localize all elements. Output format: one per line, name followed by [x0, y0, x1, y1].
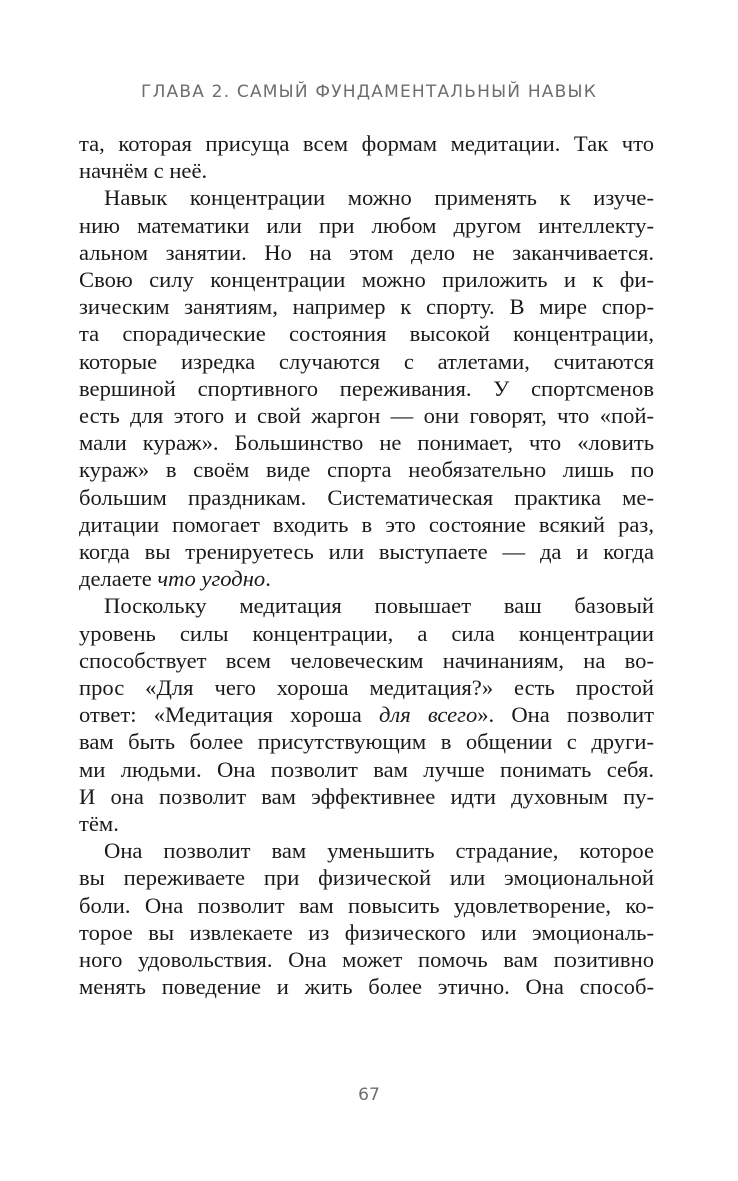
text-line: кураж» в своём виде спорта необязательно лишь по [79, 457, 654, 483]
body-text [79, 130, 654, 1001]
text-line: есть для этого и свой жаргон — они говорят, что «пой- [79, 403, 654, 429]
text-line: нию математики или при любом другом интеллекту- [79, 212, 654, 238]
text-line: та спорадические состояния высокой концентрации, [79, 321, 654, 347]
paragraph-4 [79, 837, 654, 1000]
text-line: альном занятии. Но на этом дело не заканчивается. [79, 239, 654, 265]
text-run: ». Она позволит [477, 702, 654, 728]
text-line: боли. Она позволит вам повысить удовлетворение, ко- [79, 892, 654, 918]
italic-emphasis: для всего [378, 702, 478, 728]
running-head: ГЛАВА 2. САМЫЙ ФУНДАМЕНТАЛЬНЫЙ НАВЫК [141, 82, 597, 102]
text-line: зическим занятиям, например к спорту. В мире спор- [79, 294, 654, 320]
text-run: делаете [79, 566, 158, 592]
text-line: мали кураж». Большинство не понимает, что «ловить [79, 430, 654, 456]
text-run: . [265, 566, 271, 592]
text-line: когда вы тренируетесь или выступаете — да и когда [79, 539, 654, 565]
text-line: способствует всем человеческим начинаниям, на во- [79, 647, 654, 673]
text-line: И она позволит вам эффективнее идти духовным пу- [79, 783, 654, 809]
text-line: которые изредка случаются с атлетами, считаются [79, 348, 654, 374]
text-line: Она позволит вам уменьшить страдание, которое [104, 838, 654, 864]
page-number: 67 [358, 1085, 380, 1105]
text-line: та, которая присуща всем формам медитации. Так что [79, 131, 654, 156]
text-line: дитации помогает входить в это состояние всякий раз, [79, 511, 654, 537]
text-line: Навык концентрации можно применять к изуче- [104, 185, 654, 211]
text-line [79, 701, 654, 728]
text-line: тём. [79, 811, 119, 837]
text-line: ного удовольствия. Она может помочь вам позитивно [79, 947, 654, 973]
text-line: ми людьми. Она позволит вам лучше понимать себя. [79, 756, 654, 782]
text-line: вершиной спортивного переживания. У спортсменов [79, 375, 654, 401]
text-line: начнём с неё. [79, 158, 208, 184]
text-line: вам быть более присутствующим в общении с други- [79, 729, 654, 755]
text-line: уровень силы концентрации, а сила концентрации [79, 620, 654, 646]
text-line: вы переживаете при физической или эмоциональной [79, 865, 654, 891]
text-run: ответ: «Медитация хороша [79, 702, 379, 728]
paragraph-2 [79, 184, 654, 592]
paragraph-1 [79, 130, 654, 184]
text-line [79, 565, 654, 592]
text-line: большим праздникам. Систематическая практика ме- [79, 484, 654, 510]
text-line: торое вы извлекаете из физического или эмоциональ- [79, 919, 654, 945]
paragraph-3 [79, 592, 654, 837]
text-line: менять поведение и жить более этично. Она способ- [79, 974, 654, 1000]
text-line: Поскольку медитация повышает ваш базовый [104, 593, 654, 619]
text-line: Свою силу концентрации можно приложить и к фи- [79, 267, 654, 293]
text-line: прос «Для чего хороша медитация?» есть простой [79, 675, 654, 701]
italic-emphasis: что угодно [157, 566, 266, 592]
